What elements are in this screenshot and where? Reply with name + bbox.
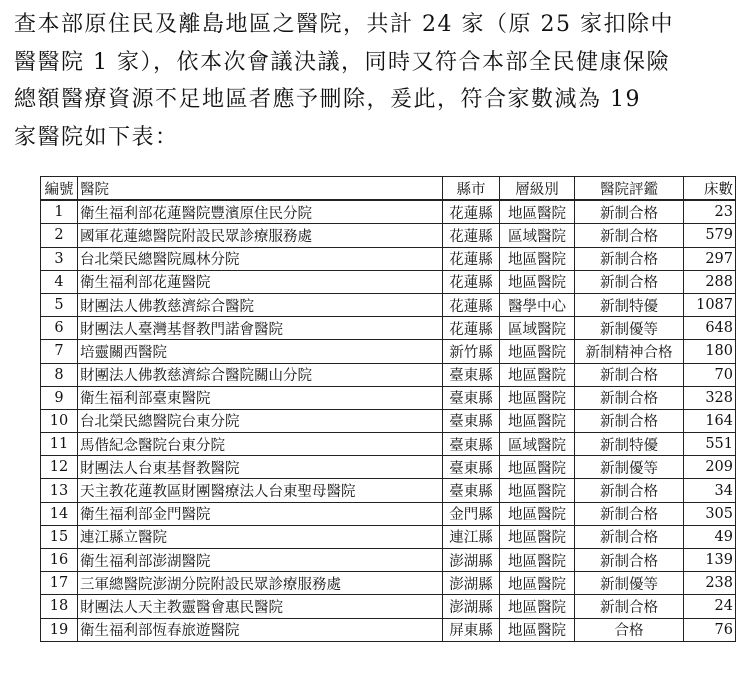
header-county: 縣市 [443, 177, 500, 201]
cell-county: 花蓮縣 [443, 200, 500, 224]
cell-beds: 209 [684, 456, 736, 479]
intro-paragraph [14, 6, 744, 156]
cell-county: 花蓮縣 [443, 293, 500, 316]
cell-hospital: 天主教花蓮教區財團醫療法人台東聖母醫院 [78, 479, 443, 502]
cell-no: 14 [41, 502, 78, 525]
cell-level: 地區醫院 [500, 340, 575, 363]
cell-no: 3 [41, 247, 78, 270]
cell-hospital: 台北榮民總醫院鳳林分院 [78, 247, 443, 270]
table-row [41, 409, 736, 432]
table-row [41, 224, 736, 247]
cell-level: 地區醫院 [500, 409, 575, 432]
cell-level: 區域醫院 [500, 224, 575, 247]
cell-county: 澎湖縣 [443, 595, 500, 618]
cell-level: 地區醫院 [500, 270, 575, 293]
header-evaluation: 醫院評鑑 [575, 177, 684, 201]
cell-no: 19 [41, 618, 78, 641]
paragraph-line: 總額醫療資源不足地區者應予刪除，爰此，符合家數減為 19 [14, 87, 641, 112]
cell-evaluation: 新制合格 [575, 595, 684, 618]
cell-beds: 551 [684, 433, 736, 456]
cell-level: 地區醫院 [500, 572, 575, 595]
cell-no: 18 [41, 595, 78, 618]
table-row [41, 270, 736, 293]
table-row [41, 200, 736, 224]
cell-county: 花蓮縣 [443, 317, 500, 340]
hospital-table [40, 176, 736, 642]
table-row [41, 247, 736, 270]
cell-county: 臺東縣 [443, 479, 500, 502]
table-row [41, 433, 736, 456]
cell-no: 8 [41, 363, 78, 386]
cell-level: 區域醫院 [500, 433, 575, 456]
cell-no: 11 [41, 433, 78, 456]
table-row [41, 572, 736, 595]
cell-county: 澎湖縣 [443, 549, 500, 572]
cell-no: 2 [41, 224, 78, 247]
cell-evaluation: 新制合格 [575, 409, 684, 432]
cell-beds: 648 [684, 317, 736, 340]
cell-level: 地區醫院 [500, 502, 575, 525]
cell-county: 屏東縣 [443, 618, 500, 641]
cell-hospital: 馬偕紀念醫院台東分院 [78, 433, 443, 456]
cell-level: 地區醫院 [500, 200, 575, 224]
cell-level: 地區醫院 [500, 479, 575, 502]
cell-hospital: 三軍總醫院澎湖分院附設民眾診療服務處 [78, 572, 443, 595]
cell-no: 9 [41, 386, 78, 409]
cell-hospital: 衛生福利部花蓮醫院豐濱原住民分院 [78, 200, 443, 224]
cell-evaluation: 新制優等 [575, 572, 684, 595]
table-row [41, 502, 736, 525]
cell-beds: 49 [684, 525, 736, 548]
cell-evaluation: 新制優等 [575, 317, 684, 340]
cell-beds: 288 [684, 270, 736, 293]
header-row [41, 177, 736, 201]
cell-county: 新竹縣 [443, 340, 500, 363]
cell-hospital: 台北榮民總醫院台東分院 [78, 409, 443, 432]
cell-beds: 76 [684, 618, 736, 641]
cell-hospital: 衛生福利部澎湖醫院 [78, 549, 443, 572]
cell-hospital: 衛生福利部花蓮醫院 [78, 270, 443, 293]
cell-hospital: 財團法人臺灣基督教門諾會醫院 [78, 317, 443, 340]
table-row [41, 386, 736, 409]
cell-beds: 34 [684, 479, 736, 502]
cell-hospital: 國軍花蓮總醫院附設民眾診療服務處 [78, 224, 443, 247]
cell-hospital: 財團法人佛教慈濟綜合醫院關山分院 [78, 363, 443, 386]
cell-evaluation: 新制優等 [575, 456, 684, 479]
cell-hospital: 衛生福利部臺東醫院 [78, 386, 443, 409]
table-row [41, 618, 736, 641]
cell-beds: 24 [684, 595, 736, 618]
cell-evaluation: 新制合格 [575, 247, 684, 270]
paragraph-line: 查本部原住民及離島地區之醫院，共計 24 家（原 25 家扣除中 [14, 12, 674, 37]
cell-evaluation: 新制合格 [575, 270, 684, 293]
cell-level: 地區醫院 [500, 618, 575, 641]
cell-beds: 579 [684, 224, 736, 247]
cell-county: 花蓮縣 [443, 224, 500, 247]
table-row [41, 479, 736, 502]
table-row [41, 340, 736, 363]
cell-level: 地區醫院 [500, 247, 575, 270]
cell-evaluation: 新制合格 [575, 525, 684, 548]
cell-level: 區域醫院 [500, 317, 575, 340]
paragraph-line: 家醫院如下表： [14, 124, 179, 150]
cell-hospital: 培靈關西醫院 [78, 340, 443, 363]
table-row [41, 525, 736, 548]
cell-level: 醫學中心 [500, 293, 575, 316]
cell-county: 花蓮縣 [443, 247, 500, 270]
cell-hospital: 財團法人天主教靈醫會惠民醫院 [78, 595, 443, 618]
cell-level: 地區醫院 [500, 595, 575, 618]
cell-evaluation: 合格 [575, 618, 684, 641]
cell-beds: 1087 [684, 293, 736, 316]
cell-beds: 23 [684, 200, 736, 224]
cell-county: 連江縣 [443, 525, 500, 548]
header-beds: 床數 [684, 177, 736, 201]
cell-evaluation: 新制合格 [575, 224, 684, 247]
cell-evaluation: 新制合格 [575, 502, 684, 525]
table-row [41, 549, 736, 572]
cell-level: 地區醫院 [500, 549, 575, 572]
cell-evaluation: 新制合格 [575, 363, 684, 386]
cell-county: 臺東縣 [443, 433, 500, 456]
cell-county: 花蓮縣 [443, 270, 500, 293]
cell-county: 臺東縣 [443, 386, 500, 409]
cell-no: 10 [41, 409, 78, 432]
cell-evaluation: 新制合格 [575, 386, 684, 409]
cell-beds: 139 [684, 549, 736, 572]
cell-no: 5 [41, 293, 78, 316]
cell-county: 臺東縣 [443, 409, 500, 432]
table-row [41, 317, 736, 340]
cell-beds: 238 [684, 572, 736, 595]
cell-level: 地區醫院 [500, 456, 575, 479]
cell-no: 4 [41, 270, 78, 293]
cell-beds: 180 [684, 340, 736, 363]
table-row [41, 293, 736, 316]
table-body [41, 200, 736, 641]
cell-no: 15 [41, 525, 78, 548]
cell-no: 16 [41, 549, 78, 572]
header-hospital: 醫院 [78, 177, 443, 201]
table-header [41, 177, 736, 201]
table-row [41, 363, 736, 386]
table-row [41, 456, 736, 479]
paragraph-line: 醫醫院 1 家），依本次會議決議，同時又符合本部全民健康保險 [14, 49, 670, 75]
cell-no: 13 [41, 479, 78, 502]
cell-beds: 328 [684, 386, 736, 409]
cell-hospital: 財團法人台東基督教醫院 [78, 456, 443, 479]
cell-no: 1 [41, 200, 78, 224]
cell-level: 地區醫院 [500, 386, 575, 409]
cell-evaluation: 新制精神合格 [575, 340, 684, 363]
cell-county: 澎湖縣 [443, 572, 500, 595]
table-row [41, 595, 736, 618]
cell-beds: 70 [684, 363, 736, 386]
cell-county: 臺東縣 [443, 363, 500, 386]
cell-evaluation: 新制合格 [575, 549, 684, 572]
cell-no: 12 [41, 456, 78, 479]
cell-county: 金門縣 [443, 502, 500, 525]
cell-level: 地區醫院 [500, 525, 575, 548]
cell-no: 6 [41, 317, 78, 340]
cell-evaluation: 新制特優 [575, 433, 684, 456]
cell-evaluation: 新制合格 [575, 200, 684, 224]
cell-no: 7 [41, 340, 78, 363]
cell-evaluation: 新制特優 [575, 293, 684, 316]
cell-beds: 164 [684, 409, 736, 432]
cell-level: 地區醫院 [500, 363, 575, 386]
cell-hospital: 衛生福利部金門醫院 [78, 502, 443, 525]
cell-hospital: 衛生福利部恆春旅遊醫院 [78, 618, 443, 641]
header-no: 編號 [41, 177, 78, 201]
header-level: 層級別 [500, 177, 575, 201]
cell-county: 臺東縣 [443, 456, 500, 479]
cell-evaluation: 新制合格 [575, 479, 684, 502]
cell-hospital: 連江縣立醫院 [78, 525, 443, 548]
cell-beds: 305 [684, 502, 736, 525]
cell-beds: 297 [684, 247, 736, 270]
cell-hospital: 財團法人佛教慈濟綜合醫院 [78, 293, 443, 316]
cell-no: 17 [41, 572, 78, 595]
